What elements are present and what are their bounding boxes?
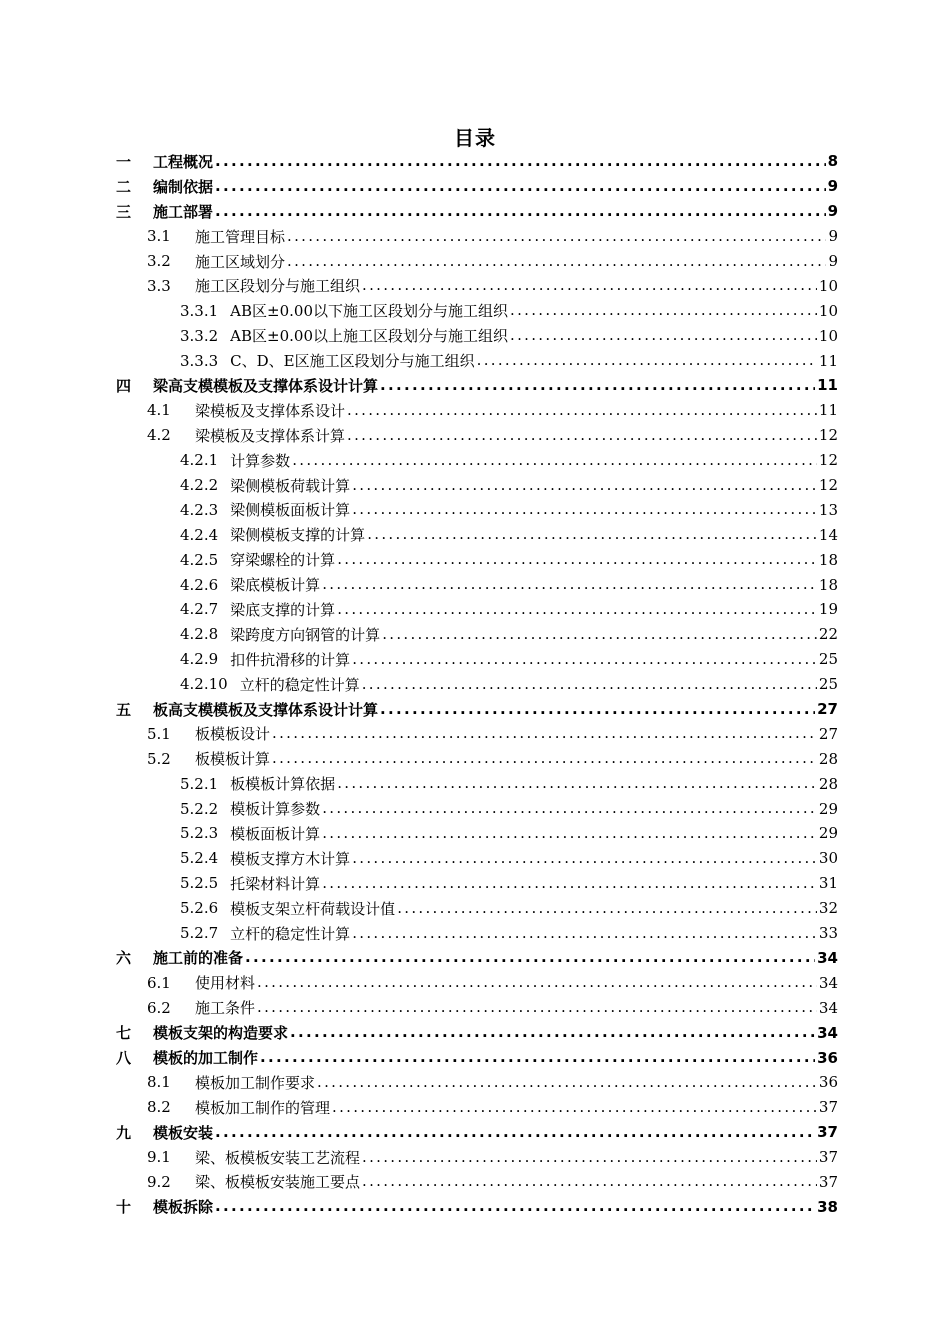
toc-dot-leader <box>322 577 817 592</box>
toc-entry[interactable] <box>116 448 838 473</box>
toc-dot-leader <box>322 876 817 891</box>
toc-dot-leader <box>292 453 817 468</box>
toc-entry-title: 施工条件 <box>195 999 256 1018</box>
toc-entry[interactable] <box>116 1070 838 1095</box>
toc-entry-number: 四 <box>116 376 132 395</box>
toc-entry-title: 施工区段划分与施工组织 <box>195 277 361 296</box>
toc-entry-title: 梁模板及支撑体系计算 <box>195 426 346 445</box>
table-of-contents <box>116 149 838 1219</box>
toc-entry-number: 3.3.3 <box>180 351 219 370</box>
toc-dot-leader <box>215 179 826 194</box>
toc-entry-title: 立杆的稳定性计算 <box>230 924 351 943</box>
toc-entry-title: 板模板计算 <box>195 750 271 769</box>
toc-entry-number: 5.2.7 <box>180 924 219 943</box>
toc-entry-number: 4.2.2 <box>180 476 219 495</box>
toc-entry-page-number: 37 <box>818 1098 838 1117</box>
toc-entry-number: 3.3.1 <box>180 301 219 320</box>
toc-dot-leader <box>510 328 817 343</box>
toc-entry-title: 板模板计算依据 <box>230 775 336 794</box>
toc-entry-title: 模板支架的构造要求 <box>153 1024 289 1043</box>
toc-entry-title: 板高支模模板及支撑体系设计计算 <box>153 700 379 719</box>
toc-entry-number: 4.2.7 <box>180 600 219 619</box>
toc-dot-leader <box>260 1050 815 1065</box>
toc-entry-page-number: 37 <box>817 1123 838 1142</box>
toc-entry[interactable] <box>116 597 838 622</box>
toc-entry-title: 模板支撑方木计算 <box>230 849 351 868</box>
toc-entry[interactable] <box>116 697 838 722</box>
toc-dot-leader <box>215 154 826 169</box>
toc-entry-page-number: 10 <box>818 326 838 345</box>
toc-entry[interactable] <box>116 1170 838 1195</box>
toc-dot-leader <box>367 527 817 542</box>
toc-dot-leader <box>362 677 817 692</box>
toc-entry-number: 三 <box>116 202 132 221</box>
toc-entry-page-number: 8 <box>827 152 838 171</box>
toc-entry-page-number: 13 <box>818 500 838 519</box>
toc-entry-title: 梁侧模板荷载计算 <box>230 476 351 495</box>
toc-entry[interactable] <box>116 273 838 298</box>
toc-entry[interactable] <box>116 746 838 771</box>
toc-entry-number: 八 <box>116 1049 132 1067</box>
toc-entry-title: 梁侧模板面板计算 <box>230 501 351 520</box>
toc-entry-number: 二 <box>116 177 132 196</box>
toc-entry-title: 模板安装 <box>153 1123 214 1142</box>
toc-entry-number: 五 <box>116 700 132 719</box>
toc-dot-leader <box>287 254 826 269</box>
toc-entry-title: 梁高支模模板及支撑体系设计计算 <box>153 376 379 395</box>
toc-entry-page-number: 9 <box>828 252 838 270</box>
toc-dot-leader <box>362 1174 817 1189</box>
toc-entry-number: 4.2 <box>147 426 171 445</box>
toc-entry-page-number: 28 <box>818 749 838 768</box>
toc-entry[interactable] <box>116 149 838 174</box>
toc-entry-page-number: 9 <box>828 227 838 246</box>
toc-entry[interactable] <box>116 1194 838 1219</box>
toc-entry-title: 施工前的准备 <box>153 949 244 968</box>
toc-entry-title: 模板面板计算 <box>230 824 321 843</box>
toc-entry[interactable] <box>116 946 838 971</box>
toc-entry[interactable] <box>116 298 838 323</box>
toc-entry-number: 5.2.1 <box>180 774 219 793</box>
toc-entry[interactable] <box>116 547 838 572</box>
toc-entry[interactable] <box>116 323 838 348</box>
toc-entry-page-number: 31 <box>818 874 838 893</box>
toc-entry-page-number: 28 <box>818 774 838 793</box>
toc-entry[interactable] <box>116 224 838 249</box>
toc-entry-title: 计算参数 <box>230 451 291 470</box>
toc-entry-number: 3.3.2 <box>180 326 219 345</box>
toc-entry-title: 板模板设计 <box>195 725 271 744</box>
toc-entry-number: 4.2.1 <box>180 451 219 470</box>
toc-entry-title: 扣件抗滑移的计算 <box>230 650 351 669</box>
toc-entry-page-number: 37 <box>818 1172 838 1191</box>
toc-entry-title: AB区±0.00以上施工区段划分与施工组织 <box>230 327 508 346</box>
toc-dot-leader <box>352 926 817 941</box>
toc-dot-leader <box>380 378 815 393</box>
toc-entry[interactable] <box>116 497 838 522</box>
toc-entry-number: 十 <box>116 1198 132 1217</box>
toc-entry-page-number: 30 <box>818 849 838 868</box>
toc-entry-number: 5.2.3 <box>180 824 219 843</box>
toc-entry-page-number: 34 <box>818 973 838 992</box>
toc-entry-title: AB区±0.00以下施工区段划分与施工组织 <box>230 302 508 321</box>
toc-dot-leader <box>337 552 817 567</box>
toc-entry-title: 梁、板模板安装工艺流程 <box>195 1148 361 1167</box>
toc-dot-leader <box>510 303 817 318</box>
toc-dot-leader <box>352 851 817 866</box>
toc-entry-page-number: 27 <box>818 724 838 743</box>
toc-dot-leader <box>382 627 817 642</box>
toc-dot-leader <box>322 826 817 841</box>
toc-entry-number: 5.2.6 <box>180 899 219 918</box>
toc-entry[interactable] <box>116 821 838 846</box>
toc-entry-title: 梁底支撑的计算 <box>230 600 336 619</box>
toc-dot-leader <box>287 229 826 244</box>
toc-entry-page-number: 25 <box>818 675 838 694</box>
toc-entry-title: 使用材料 <box>195 974 256 993</box>
toc-entry[interactable] <box>116 1095 838 1120</box>
toc-dot-leader <box>272 726 817 741</box>
toc-entry[interactable] <box>116 249 838 274</box>
toc-dot-leader <box>362 1150 817 1165</box>
toc-entry[interactable] <box>116 622 838 647</box>
toc-entry-title: 编制依据 <box>153 177 214 196</box>
toc-dot-leader <box>477 353 817 368</box>
toc-entry[interactable] <box>116 871 838 896</box>
toc-dot-leader <box>352 502 817 517</box>
toc-entry-page-number: 18 <box>818 575 838 594</box>
toc-entry-number: 4.2.4 <box>180 525 219 544</box>
toc-entry-title: 施工管理目标 <box>195 227 286 246</box>
toc-entry-page-number: 9 <box>827 177 838 196</box>
toc-entry-number: 5.1 <box>147 724 171 743</box>
toc-entry[interactable] <box>116 522 838 547</box>
toc-entry-number: 3.1 <box>147 227 171 246</box>
toc-dot-leader <box>380 702 815 717</box>
toc-dot-leader <box>352 478 817 493</box>
toc-dot-leader <box>245 950 815 965</box>
toc-entry-number: 六 <box>116 949 132 968</box>
toc-entry-page-number: 34 <box>817 948 838 967</box>
toc-entry-page-number: 29 <box>818 799 838 818</box>
toc-entry-page-number: 38 <box>817 1197 838 1216</box>
toc-entry-page-number: 18 <box>818 550 838 569</box>
toc-entry-number: 一 <box>116 152 132 171</box>
toc-dot-leader <box>272 751 817 766</box>
toc-dot-leader <box>215 1125 815 1140</box>
toc-entry-number: 七 <box>116 1024 132 1043</box>
toc-entry[interactable] <box>116 995 838 1020</box>
toc-entry-number: 5.2.4 <box>180 849 219 868</box>
toc-entry-page-number: 12 <box>818 476 838 495</box>
toc-entry-title: 模板的加工制作 <box>153 1049 259 1067</box>
toc-entry[interactable] <box>116 174 838 199</box>
toc-entry-page-number: 37 <box>818 1148 838 1167</box>
toc-title: 目录 <box>454 126 496 150</box>
toc-entry-number: 8.1 <box>147 1073 171 1092</box>
toc-entry[interactable] <box>116 398 838 423</box>
toc-dot-leader <box>317 1075 817 1090</box>
toc-entry-number: 6.2 <box>147 998 171 1017</box>
toc-entry-title: 模板加工制作的管理 <box>195 1098 331 1117</box>
toc-entry[interactable] <box>116 348 838 373</box>
toc-dot-leader <box>257 1000 817 1015</box>
toc-entry[interactable] <box>116 1045 838 1070</box>
toc-entry-page-number: 34 <box>817 1023 838 1042</box>
toc-entry[interactable] <box>116 572 838 597</box>
toc-entry-page-number: 32 <box>818 899 838 918</box>
toc-entry[interactable] <box>116 771 838 796</box>
toc-entry-title: 立杆的稳定性计算 <box>239 675 360 694</box>
toc-dot-leader <box>257 975 817 990</box>
toc-entry-title: 模板计算参数 <box>230 800 321 819</box>
toc-dot-leader <box>347 428 817 443</box>
toc-entry-title: 梁模板及支撑体系设计 <box>195 401 346 420</box>
toc-entry[interactable] <box>116 1120 838 1145</box>
toc-entry-number: 5.2.5 <box>180 874 219 893</box>
toc-entry-page-number: 19 <box>818 600 838 619</box>
toc-entry[interactable] <box>116 647 838 672</box>
toc-entry-number: 九 <box>116 1123 132 1142</box>
toc-entry-number: 4.2.5 <box>180 550 219 569</box>
toc-entry-page-number: 14 <box>818 525 838 544</box>
toc-entry-title: 施工部署 <box>153 202 214 221</box>
toc-entry-number: 9.1 <box>147 1148 171 1167</box>
toc-entry[interactable] <box>116 970 838 995</box>
toc-entry[interactable] <box>116 846 838 871</box>
toc-entry-page-number: 25 <box>818 650 838 669</box>
toc-entry-page-number: 12 <box>818 451 838 470</box>
toc-dot-leader <box>337 776 817 791</box>
toc-entry-page-number: 36 <box>818 1073 838 1092</box>
toc-entry-title: 模板拆除 <box>153 1198 214 1217</box>
toc-entry-page-number: 34 <box>818 998 838 1017</box>
toc-entry-number: 4.2.10 <box>180 675 228 694</box>
toc-entry-title: 模板支架立杆荷载设计值 <box>230 899 396 918</box>
toc-entry-page-number: 11 <box>818 401 838 420</box>
toc-entry[interactable] <box>116 796 838 821</box>
toc-entry-page-number: 29 <box>818 824 838 843</box>
toc-dot-leader <box>347 403 817 418</box>
toc-entry[interactable] <box>116 896 838 921</box>
toc-entry-page-number: 11 <box>818 351 838 370</box>
toc-entry-number: 4.1 <box>147 401 171 420</box>
toc-dot-leader <box>332 1100 817 1115</box>
toc-entry-title: 梁侧模板支撑的计算 <box>230 526 366 545</box>
toc-entry[interactable] <box>116 423 838 448</box>
toc-entry[interactable] <box>116 373 838 398</box>
toc-entry-number: 4.2.9 <box>180 650 219 669</box>
toc-entry-page-number: 33 <box>818 924 838 943</box>
toc-entry-page-number: 10 <box>818 276 838 295</box>
toc-entry-title: 梁跨度方向钢管的计算 <box>230 625 381 644</box>
toc-entry-page-number: 9 <box>827 202 838 221</box>
toc-entry-title: 工程概况 <box>153 152 214 171</box>
toc-dot-leader <box>215 204 826 219</box>
toc-entry[interactable] <box>116 473 838 498</box>
toc-entry-page-number: 10 <box>818 301 838 320</box>
toc-entry-page-number: 22 <box>818 625 838 644</box>
toc-entry-title: 梁底模板计算 <box>230 576 321 595</box>
toc-dot-leader <box>322 801 817 816</box>
toc-entry-number: 4.2.6 <box>180 575 219 594</box>
toc-entry[interactable] <box>116 1145 838 1170</box>
toc-entry[interactable] <box>116 921 838 946</box>
toc-entry-page-number: 12 <box>818 426 838 445</box>
toc-entry[interactable] <box>116 672 838 697</box>
toc-entry-title: 托梁材料计算 <box>230 874 321 893</box>
toc-entry-number: 4.2.8 <box>180 625 219 644</box>
toc-dot-leader <box>362 278 817 293</box>
toc-entry-number: 3.3 <box>147 276 171 295</box>
toc-entry[interactable] <box>116 721 838 746</box>
toc-entry-title: 梁、板模板安装施工要点 <box>195 1173 361 1192</box>
toc-entry-number: 4.2.3 <box>180 500 219 519</box>
toc-entry-number: 5.2.2 <box>180 799 219 818</box>
toc-dot-leader <box>290 1025 815 1040</box>
toc-entry-page-number: 11 <box>817 376 838 395</box>
toc-entry-title: 模板加工制作要求 <box>195 1073 316 1092</box>
toc-entry-title: C、D、E区施工区段划分与施工组织 <box>230 352 475 371</box>
toc-entry[interactable] <box>116 199 838 224</box>
toc-entry-page-number: 27 <box>817 700 838 719</box>
toc-entry-number: 8.2 <box>147 1098 171 1117</box>
toc-entry-title: 穿梁螺栓的计算 <box>230 551 336 570</box>
toc-entry-title: 施工区域划分 <box>195 252 286 271</box>
toc-entry[interactable] <box>116 1020 838 1045</box>
toc-entry-number: 5.2 <box>147 749 171 768</box>
toc-entry-page-number: 36 <box>817 1048 838 1067</box>
toc-dot-leader <box>215 1199 815 1214</box>
toc-entry-number: 9.2 <box>147 1172 171 1191</box>
toc-dot-leader <box>397 901 817 916</box>
toc-entry-number: 3.2 <box>147 252 171 270</box>
toc-dot-leader <box>337 602 817 617</box>
toc-dot-leader <box>352 652 817 667</box>
toc-entry-number: 6.1 <box>147 973 171 992</box>
